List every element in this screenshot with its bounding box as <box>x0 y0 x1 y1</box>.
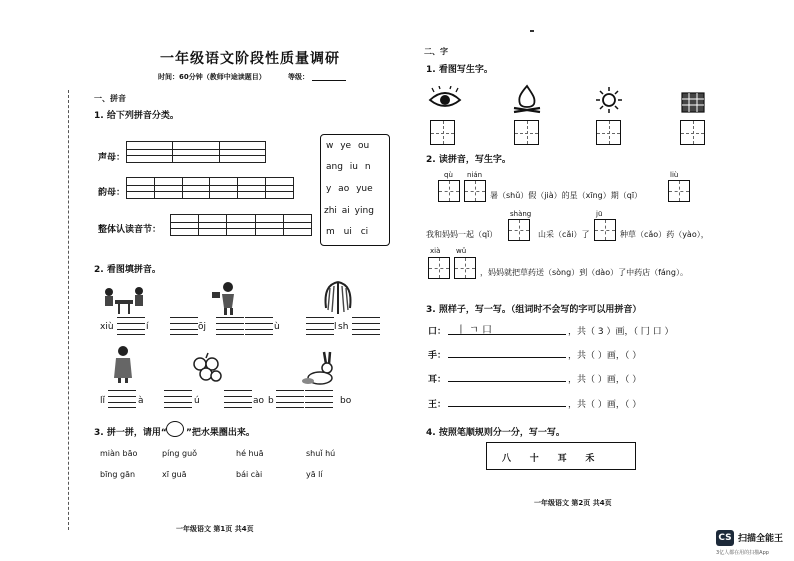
shengmu-grid <box>126 141 266 163</box>
exam-info: 时间：60分钟（教师中途读题目） <box>158 73 266 81</box>
camscanner-name: 扫描全能王 <box>738 534 784 544</box>
shengmu-label: 声母： <box>98 153 126 163</box>
pinyin-liu: liù <box>670 171 679 179</box>
kids-chess-picture <box>100 284 148 318</box>
fill-4-prefix: lǐ <box>100 396 106 406</box>
fill-2-prefix: ōj <box>198 322 207 332</box>
sentence-line-1: 暑（shǔ）假（jià）的星（xīng）期（qī） <box>490 191 643 200</box>
circle-symbol <box>166 421 184 437</box>
yunmu-grid <box>126 177 294 199</box>
fruit-pinyin[interactable]: píng guǒ <box>162 449 198 458</box>
fill-1-suffix: í <box>146 322 149 332</box>
calendar-picture <box>680 90 706 114</box>
question-1: 1. 给下列拼音分类。 <box>94 111 179 121</box>
fruit-pinyin[interactable]: bīng gān <box>100 470 136 479</box>
example-strokes: 丨 ㄱ 口 <box>456 325 493 336</box>
writing-grid[interactable] <box>594 219 616 241</box>
girl-picture <box>110 344 136 384</box>
grade-label: 等级： <box>288 73 309 81</box>
fill-6-suffix: bo <box>340 396 352 406</box>
fill-3-mid: l <box>334 322 337 332</box>
answer-line[interactable] <box>448 357 566 358</box>
page-title: 一年级语文阶段性质量调研 <box>160 51 340 67</box>
question-3-suffix: ”把水果圈出来。 <box>186 428 255 438</box>
example-char: 口： <box>428 327 447 337</box>
pinyin-qu: qù <box>444 171 453 179</box>
binding-line <box>68 90 69 530</box>
writing-grid[interactable] <box>508 219 530 241</box>
fill-pinyin-box[interactable] <box>170 317 198 335</box>
pinyin-xia: xià <box>430 247 441 255</box>
writing-grid[interactable] <box>428 257 450 279</box>
sun-picture <box>594 86 624 114</box>
example-count: ，共（ 3 ）画，（ 冂 口 ） <box>568 327 674 337</box>
pinyin-box-line-2: ang iu n <box>326 162 371 172</box>
answer-line[interactable] <box>448 406 566 407</box>
pinyin-nian: nián <box>467 171 483 179</box>
fruit-pinyin[interactable]: yā lí <box>306 470 323 479</box>
page-footer-1: 一年级语文 第1页 共4页 <box>176 525 254 533</box>
question-2: 2. 看图填拼音。 <box>94 265 161 275</box>
writing-grid[interactable] <box>438 180 460 202</box>
sentence-line-2a: 我和妈妈一起（qǐ） <box>426 230 498 239</box>
willow-tree-picture <box>320 278 356 316</box>
yunmu-label: 韵母： <box>98 188 126 198</box>
writing-grid[interactable] <box>680 120 705 145</box>
right-question-2: 2. 读拼音，写生字。 <box>426 155 511 165</box>
fill-pinyin-box[interactable] <box>117 317 145 335</box>
page-footer-2: 一年级语文 第2页 共4页 <box>534 499 612 507</box>
exercise-count: ，共（ ）画，（ ） <box>568 400 642 410</box>
pinyin-box-line-5: m ui ci <box>326 227 369 237</box>
fill-pinyin-box[interactable] <box>305 390 333 408</box>
question-3-prefix: 3. 拼一拼，请用“ <box>94 428 167 438</box>
sentence-line-2b: 山采（cǎi）了 <box>538 230 590 239</box>
fill-pinyin-box[interactable] <box>224 390 252 408</box>
camscanner-logo: CS <box>716 530 734 546</box>
section-pinyin: 一、拼音 <box>94 94 126 103</box>
grade-line <box>312 80 346 81</box>
writing-grid[interactable] <box>596 120 621 145</box>
fill-pinyin-box[interactable] <box>352 317 380 335</box>
rabbit-picture <box>300 350 342 386</box>
right-question-4: 4. 按照笔顺规则分一分，写一写。 <box>426 428 565 438</box>
exercise-char: 手： <box>428 351 447 361</box>
fill-4-suffix: à <box>138 396 144 406</box>
exercise-char: 王： <box>428 400 447 410</box>
characters-list: 八 十 耳 禾 <box>502 454 595 464</box>
fill-2-suffix: ù <box>274 322 280 332</box>
pinyin-box-line-3: y ao yue <box>326 184 373 194</box>
right-question-3: 3. 照样子，写一写。（组词时不会写的字可以用拼音） <box>426 305 642 315</box>
fill-3-suffix: sh <box>338 322 349 332</box>
pinyin-wu: wǔ <box>456 247 467 255</box>
fill-pinyin-box[interactable] <box>216 317 244 335</box>
kid-playing-picture <box>208 280 240 316</box>
sentence-line-3: ，妈妈就把草药送（sòng）到（dào）了中药店（fáng）。 <box>480 268 688 277</box>
fruit-pinyin[interactable]: miàn bāo <box>100 449 138 458</box>
writing-grid[interactable] <box>430 120 455 145</box>
writing-grid[interactable] <box>668 180 690 202</box>
pinyin-box-line-1: w ye ou <box>326 141 370 151</box>
answer-line[interactable] <box>448 334 566 335</box>
eye-picture <box>428 86 462 112</box>
camscanner-tagline: 3亿人都在用的扫描App <box>716 550 769 556</box>
fruit-pinyin[interactable]: bái cài <box>236 470 263 479</box>
right-question-1: 1. 看图写生字。 <box>426 65 493 75</box>
fill-pinyin-box[interactable] <box>306 317 334 335</box>
fill-5b-suffix: ao <box>253 396 265 406</box>
exercise-char: 耳： <box>428 375 447 385</box>
section-characters: 二、字 <box>424 47 448 56</box>
pinyin-shang: shàng <box>510 210 532 218</box>
grapes-picture <box>190 352 224 386</box>
pinyin-box-line-4: zhi ai ying <box>324 206 374 216</box>
zhengti-grid <box>170 214 312 236</box>
fill-6-prefix: b <box>268 396 274 406</box>
fruit-pinyin[interactable]: shuǐ hú <box>306 449 336 458</box>
fill-1-prefix: xiù <box>100 322 114 332</box>
exercise-count: ，共（ ）画，（ ） <box>568 351 642 361</box>
scan-mark <box>530 30 534 32</box>
zhengti-label: 整体认读音节： <box>98 225 162 235</box>
fruit-pinyin[interactable]: xī guā <box>162 470 187 479</box>
sentence-line-2c: 种草（cǎo）药（yào）， <box>620 230 709 239</box>
fill-pinyin-box[interactable] <box>108 390 136 408</box>
pinyin-ju: jū <box>596 210 603 218</box>
fill-pinyin-box[interactable] <box>164 390 192 408</box>
writing-grid[interactable] <box>454 257 476 279</box>
fruit-pinyin[interactable]: hé huā <box>236 449 264 458</box>
writing-grid[interactable] <box>514 120 539 145</box>
fill-5-suffix: ú <box>194 396 200 406</box>
fill-pinyin-box[interactable] <box>276 390 304 408</box>
answer-line[interactable] <box>448 381 566 382</box>
writing-grid[interactable] <box>464 180 486 202</box>
exercise-count: ，共（ ）画，（ ） <box>568 375 642 385</box>
fill-pinyin-box[interactable] <box>245 317 273 335</box>
fire-picture <box>510 84 544 114</box>
